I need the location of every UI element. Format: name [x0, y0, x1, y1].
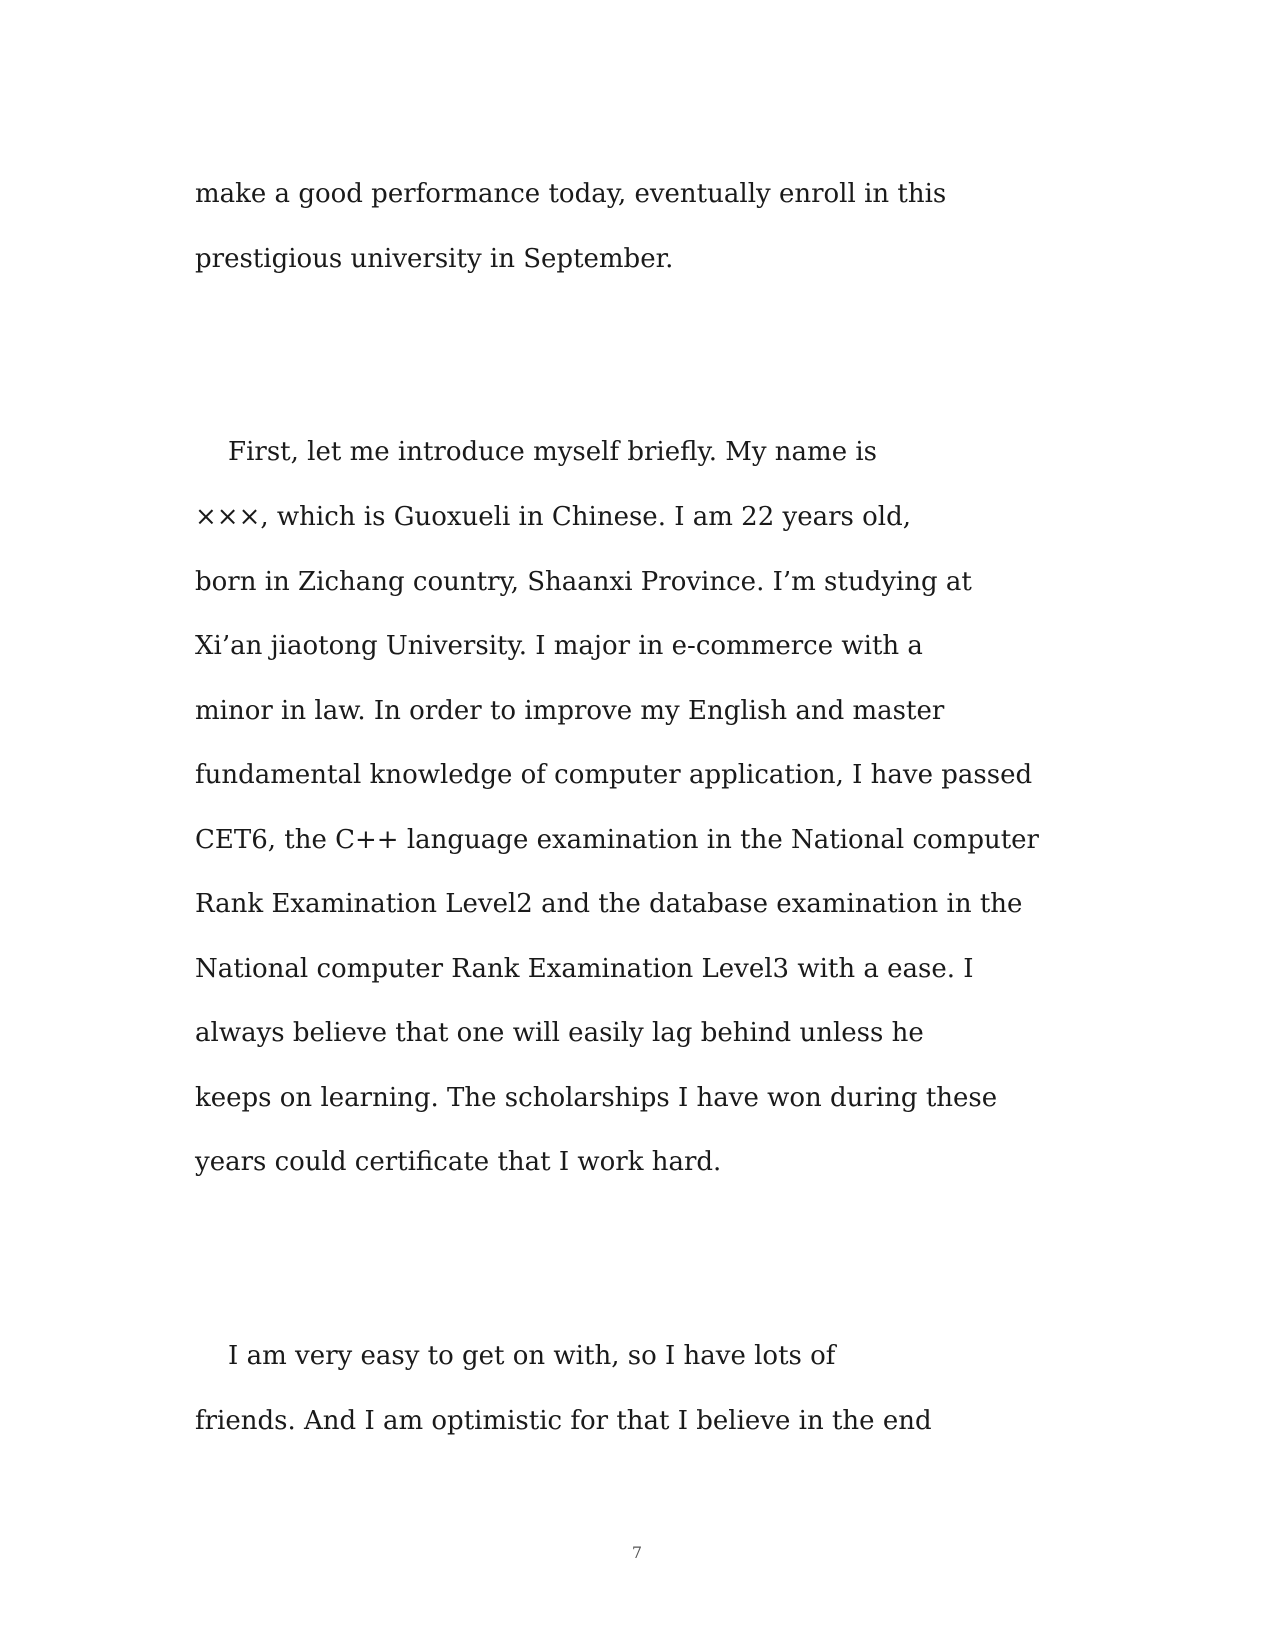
- text-line: minor in law. In order to improve my English and master: [195, 696, 945, 726]
- text-line: prestigious university in September.: [195, 244, 674, 274]
- text-line: keeps on learning. The scholarships I have won during these: [195, 1083, 998, 1113]
- text-line: fundamental knowledge of computer application, I have passed: [195, 760, 1033, 790]
- text-line: CET6, the C++ language examination in the National computer: [195, 825, 1039, 855]
- text-line: National computer Rank Examination Level3 with a ease. I: [195, 954, 974, 984]
- page-number: 7: [631, 1543, 643, 1562]
- text-line: always believe that one will easily lag behind unless he: [195, 1018, 924, 1048]
- text-line: First, let me introduce myself briefly. My name is: [195, 437, 878, 467]
- text-line: years could certificate that I work hard.: [195, 1147, 722, 1177]
- text-line: I am very easy to get on with, so I have lots of: [195, 1341, 836, 1371]
- text-line: Xi’an jiaotong University. I major in e-commerce with a: [195, 631, 923, 661]
- text-line: ×××, which is Guoxueli in Chinese. I am 22 years old,: [195, 502, 912, 532]
- text-line: Rank Examination Level2 and the database examination in the: [195, 889, 1023, 919]
- text-line: friends. And I am optimistic for that I believe in the end: [195, 1406, 932, 1436]
- text-line: born in Zichang country, Shaanxi Province. I’m studying at: [195, 567, 972, 597]
- text-line: make a good performance today, eventually enroll in this: [195, 179, 947, 209]
